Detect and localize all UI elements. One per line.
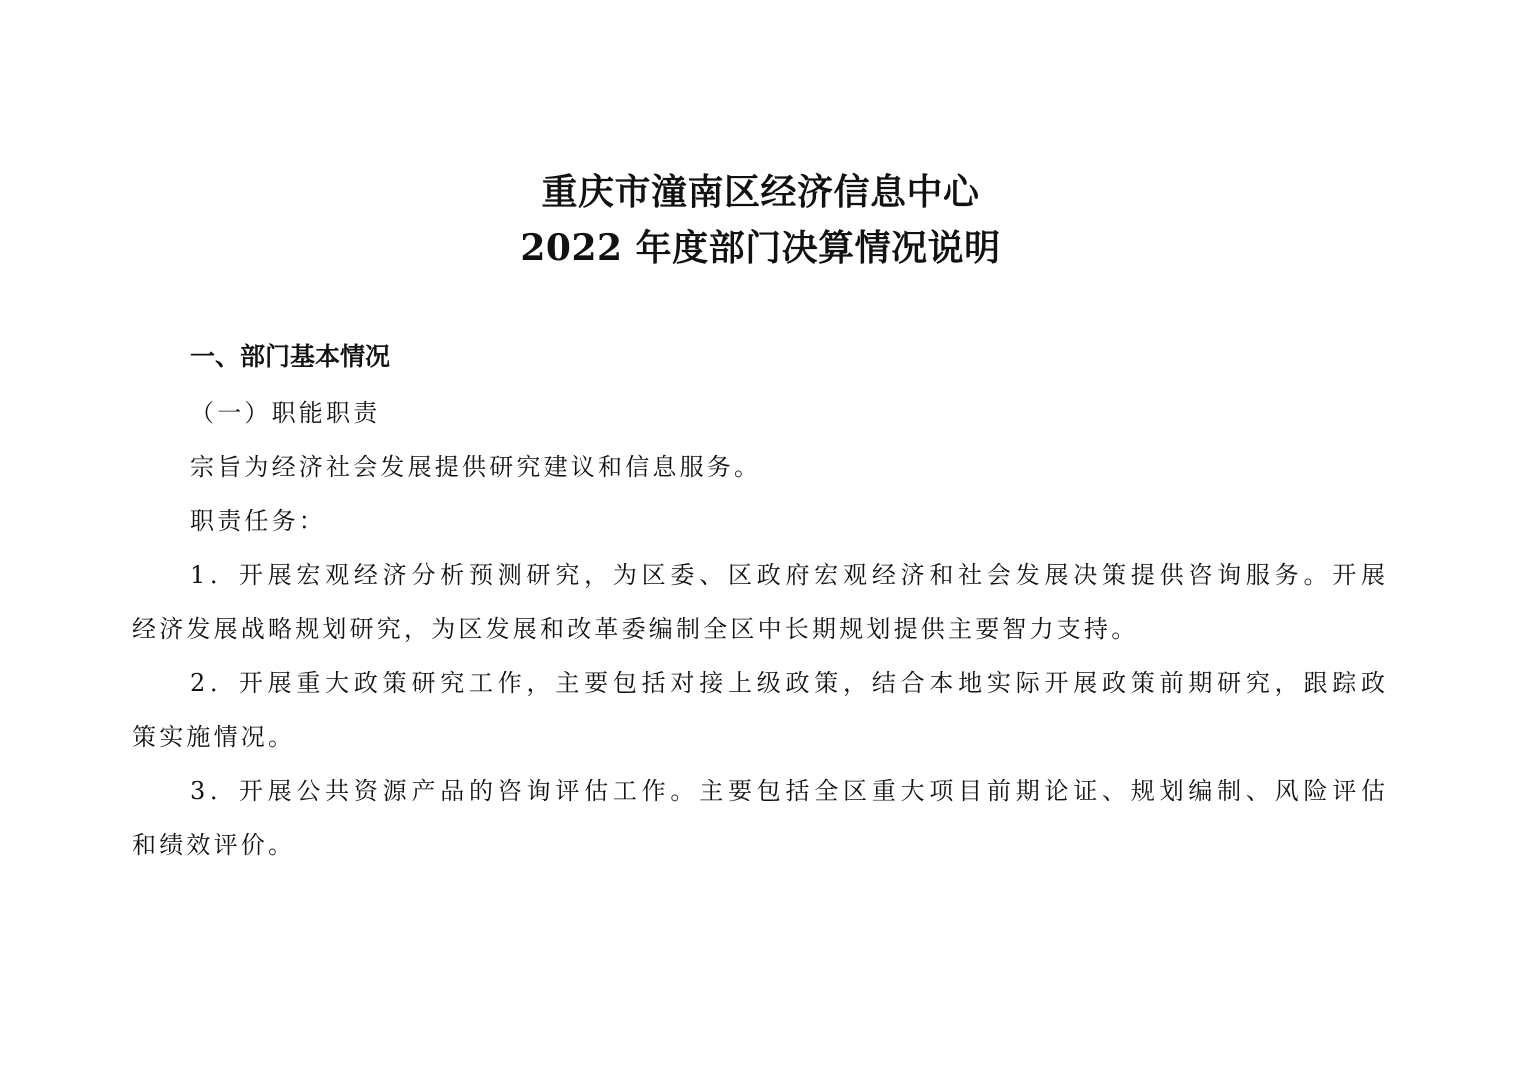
duties-label: 职责任务： xyxy=(190,507,326,535)
document-title-line2: 2022 年度部门决算情况说明 xyxy=(520,227,1001,269)
purpose-paragraph: 宗旨为经济社会发展提供研究建议和信息服务。 xyxy=(190,453,762,481)
duty-3-line2: 和绩效评价。 xyxy=(132,831,296,859)
subsection-heading: （一）职能职责 xyxy=(190,399,381,427)
document-title-line1: 重庆市潼南区经济信息中心 xyxy=(541,171,980,213)
section-heading: 一、部门基本情况 xyxy=(190,342,391,371)
duty-2-line2: 策实施情况。 xyxy=(132,723,296,751)
duty-1-line1: 1．开展宏观经济分析预测研究，为区委、区政府宏观经济和社会发展决策提供咨询服务。开展 xyxy=(190,561,1385,589)
duty-1-line2: 经济发展战略规划研究，为区发展和改革委编制全区中长期规划提供主要智力支持。 xyxy=(132,615,1139,643)
duty-2-line1: 2．开展重大政策研究工作，主要包括对接上级政策，结合本地实际开展政策前期研究，跟踪政 xyxy=(190,669,1385,697)
duty-3-line1: 3．开展公共资源产品的咨询评估工作。主要包括全区重大项目前期论证、规划编制、风险评估 xyxy=(190,777,1385,805)
